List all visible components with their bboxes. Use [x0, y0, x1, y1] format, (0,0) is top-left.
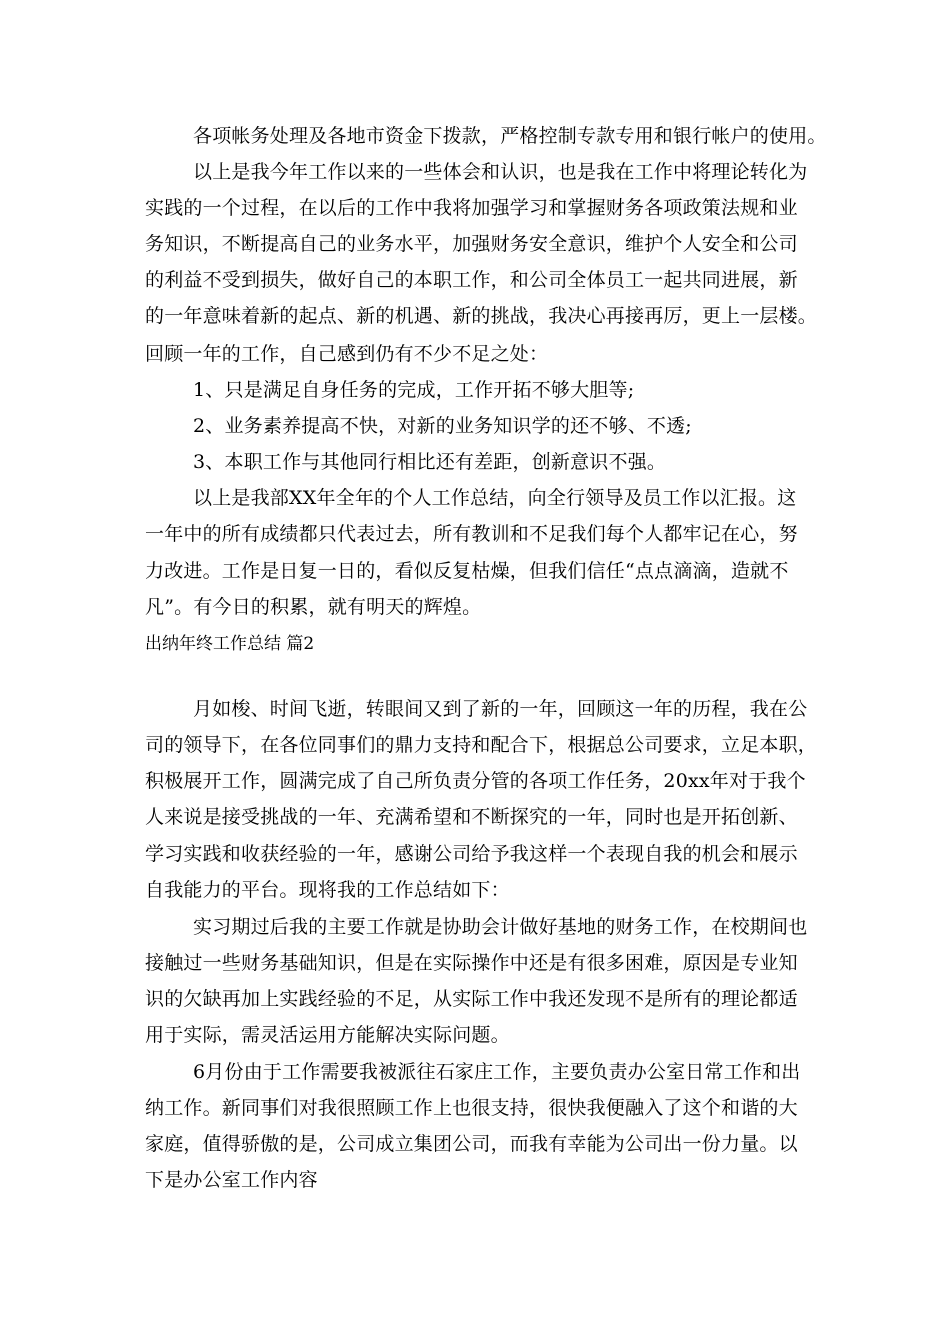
paragraph-line: 的利益不受到损失，做好自己的本职工作，和公司全体员工一起共同进展，新	[145, 269, 798, 291]
paragraph-line: 下是办公室工作内容	[145, 1169, 318, 1191]
paragraph-line: 一年中的所有成绩都只代表过去，所有教训和不足我们每个人都牢记在心，努	[145, 523, 798, 545]
paragraph-line: 的一年意味着新的起点、新的机遇、新的挑战，我决心再接再厉，更上一层楼。	[145, 305, 818, 327]
paragraph-line: 凡”。有今日的积累，就有明天的辉煌。	[145, 596, 482, 618]
paragraph-line: 以上是我今年工作以来的一些体会和认识，也是我在工作中将理论转化为	[193, 161, 808, 183]
paragraph-line: 实习期过后我的主要工作就是协助会计做好基地的财务工作，在校期间也	[193, 916, 808, 938]
paragraph-line: 学习实践和收获经验的一年，感谢公司给予我这样一个表现自我的机会和展示	[145, 843, 798, 865]
section-title: 出纳年终工作总结 篇2	[145, 634, 315, 654]
paragraph-line: 家庭，值得骄傲的是，公司成立集团公司，而我有幸能为公司出一份力量。以	[145, 1133, 798, 1155]
list-item: 2、业务素养提高不快，对新的业务知识学的还不够、不透;	[193, 415, 692, 437]
paragraph-line: 实践的一个过程，在以后的工作中我将加强学习和掌握财务各项政策法规和业	[145, 197, 798, 219]
paragraph-line: 积极展开工作，圆满完成了自己所负责分管的各项工作任务，20xx年对于我个	[145, 770, 806, 792]
paragraph-line: 6月份由于工作需要我被派往石家庄工作，主要负责办公室日常工作和出	[193, 1061, 801, 1083]
paragraph-line: 务知识，不断提高自己的业务水平，加强财务安全意识，维护个人安全和公司	[145, 233, 798, 255]
paragraph-line: 人来说是接受挑战的一年、充满希望和不断探究的一年，同时也是开拓创新、	[145, 806, 798, 828]
paragraph-line: 力改进。工作是日复一日的，看似反复枯燥，但我们信任“点点滴滴，造就不	[145, 560, 789, 582]
paragraph-line: 自我能力的平台。现将我的工作总结如下：	[145, 879, 510, 901]
paragraph-line: 用于实际，需灵活运用方能解决实际问题。	[145, 1024, 510, 1046]
paragraph-line: 识的欠缺再加上实践经验的不足，从实际工作中我还发现不是所有的理论都适	[145, 988, 798, 1010]
paragraph-line: 纳工作。新同事们对我很照顾工作上也很支持，很快我便融入了这个和谐的大	[145, 1097, 798, 1119]
paragraph-line: 月如梭、时间飞逝，转眼间又到了新的一年，回顾这一年的历程，我在公	[193, 698, 808, 720]
paragraph-line: 司的领导下，在各位同事们的鼎力支持和配合下，根据总公司要求，立足本职，	[145, 734, 818, 756]
paragraph-line: 回顾一年的工作，自己感到仍有不少不足之处：	[145, 343, 549, 365]
paragraph-line: 以上是我部XX年全年的个人工作总结，向全行领导及员工作以汇报。这	[193, 487, 797, 509]
list-item: 3、本职工作与其他同行相比还有差距，创新意识不强。	[193, 451, 667, 473]
list-item: 1、只是满足自身任务的完成，工作开拓不够大胆等;	[193, 379, 635, 401]
paragraph-line: 接触过一些财务基础知识，但是在实际操作中还是有很多困难，原因是专业知	[145, 952, 798, 974]
paragraph-line: 各项帐务处理及各地市资金下拨款，严格控制专款专用和银行帐户的使用。	[193, 125, 827, 147]
